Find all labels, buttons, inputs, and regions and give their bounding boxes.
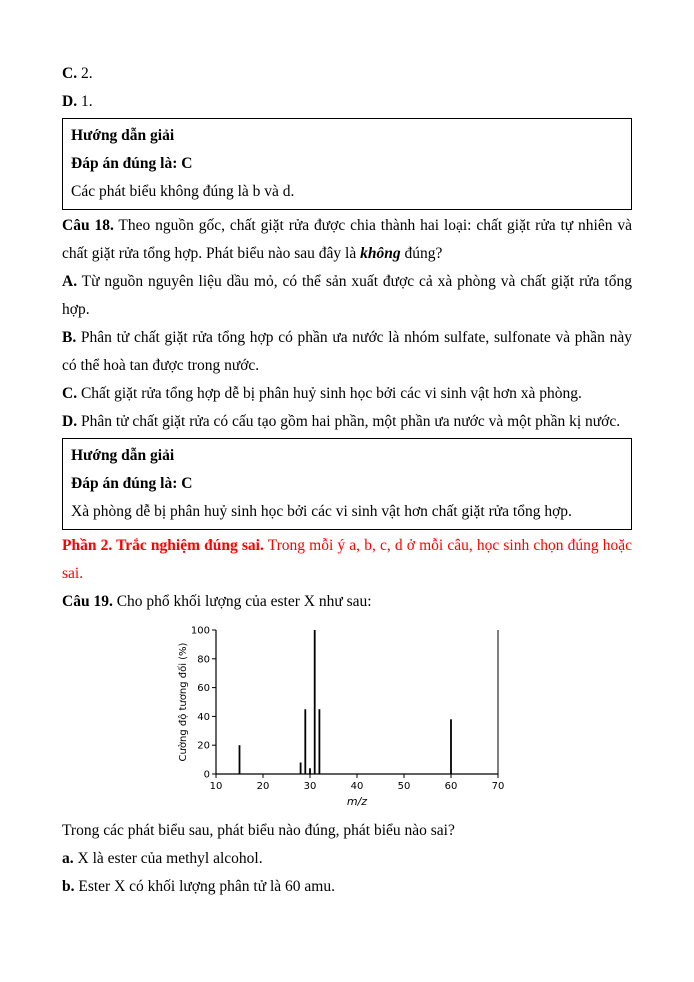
statement-text: X là ester của methyl alcohol.: [73, 850, 263, 867]
option-text: Phân tử chất giặt rửa có cấu tạo gồm hai phần, một phần ưa nước và một phần kị nước.: [77, 413, 621, 430]
solution-answer: Đáp án đúng là: C: [71, 475, 193, 492]
mass-spectrum-plot: [174, 622, 506, 808]
x-tick-label: 50: [397, 781, 411, 792]
y-tick-label: 60: [197, 683, 210, 695]
answer-option-line: [62, 60, 632, 88]
solution-explanation: Các phát biểu không đúng là b và d.: [71, 183, 295, 200]
answer-option-line: [62, 88, 632, 116]
y-tick-label: 0: [203, 769, 210, 781]
option-label: D.: [62, 93, 78, 110]
part-2-text: Trong mỗi ý a, b, c, d ở mỗi câu, học sinh chọn đúng hoặc sai.: [62, 537, 632, 582]
question-18-label: Câu 18.: [62, 217, 114, 234]
option-text: Từ nguồn nguyên liệu dầu mỏ, có thể sản xuất được cả xà phòng và chất giặt rửa tổng hợp.: [62, 273, 632, 318]
question-18-option-b: [62, 324, 632, 380]
question-19-label: Câu 19.: [62, 593, 113, 610]
y-tick-label: 40: [197, 711, 210, 723]
x-axis-title: m/z: [346, 795, 368, 808]
question-18-option-a: [62, 268, 632, 324]
solution-box: [62, 438, 632, 530]
x-tick-label: 30: [303, 781, 317, 792]
x-tick-label: 70: [491, 781, 505, 792]
followup-intro: Trong các phát biểu sau, phát biểu nào đúng, phát biểu nào sai?: [62, 822, 455, 839]
question-18-body: Theo nguồn gốc, chất giặt rửa được chia thành hai loại: chất giặt rửa tự nhiên và chất giặt rửa tổng hợp. Phát biểu nào sau đây là: [62, 217, 632, 262]
solution-box: [62, 118, 632, 210]
y-tick-label: 20: [197, 740, 210, 752]
x-tick-label: 20: [256, 781, 270, 792]
option-label: D.: [62, 413, 78, 430]
option-label: B.: [62, 329, 77, 346]
option-label: C.: [62, 65, 78, 82]
option-label: A.: [62, 273, 78, 290]
x-tick-label: 60: [444, 781, 458, 792]
option-text: 1.: [77, 93, 93, 110]
x-tick-label: 40: [350, 781, 364, 792]
question-19-body: Cho phổ khối lượng của ester X như sau:: [112, 593, 372, 610]
solution-answer: Đáp án đúng là: C: [71, 155, 193, 172]
question-18-option-c: [62, 380, 632, 408]
option-text: 2.: [77, 65, 93, 82]
question-18-emphasis: không: [360, 245, 401, 262]
mass-spectrum-figure: [174, 622, 632, 813]
x-tick-label: 10: [209, 781, 223, 792]
y-axis-title: Cường độ tương đối (%): [178, 642, 189, 762]
question-18-text: [62, 212, 632, 268]
part-2-heading: [62, 532, 632, 588]
statement-label: b.: [62, 878, 75, 895]
question-18-option-d: [62, 408, 632, 436]
statement-text: Ester X có khối lượng phân tử là 60 amu.: [74, 878, 335, 895]
option-text: Chất giặt rửa tổng hợp dễ bị phân huỷ sinh học bởi các vi sinh vật hơn xà phòng.: [77, 385, 582, 402]
solution-heading: Hướng dẫn giải: [71, 447, 175, 464]
option-label: C.: [62, 385, 78, 402]
y-tick-label: 100: [190, 625, 210, 637]
statement-label: a.: [62, 850, 74, 867]
option-text: Phân tử chất giặt rửa tổng hợp có phần ưa nước là nhóm sulfate, sulfonate và phần này có thể hoà tan được trong nước.: [62, 329, 632, 374]
part-2-label: Phần 2. Trắc nghiệm đúng sai.: [62, 537, 264, 554]
solution-explanation: Xà phòng dễ bị phân huỷ sinh học bởi các vi sinh vật hơn chất giặt rửa tổng hợp.: [71, 503, 572, 520]
question-19-text: [62, 588, 632, 616]
y-tick-label: 80: [197, 654, 210, 666]
statement-a: [62, 845, 632, 873]
question-18-tail: đúng?: [400, 245, 443, 262]
statement-b: [62, 873, 632, 901]
solution-heading: Hướng dẫn giải: [71, 127, 175, 144]
